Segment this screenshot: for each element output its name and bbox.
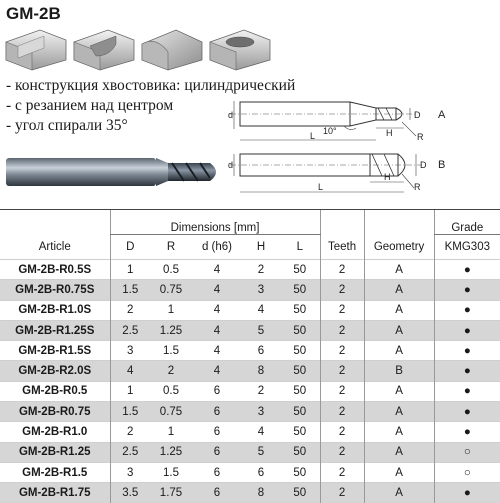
cell-grade: ○ bbox=[434, 442, 500, 462]
dim-H-label-a: H bbox=[386, 128, 393, 138]
col-header-dimensions: Dimensions [mm] bbox=[110, 210, 320, 235]
cell-geometry: A bbox=[364, 341, 434, 361]
cell-r: 1.75 bbox=[150, 483, 192, 503]
cell-h: 8 bbox=[242, 361, 280, 381]
table-row bbox=[0, 361, 500, 381]
cell-r: 1 bbox=[150, 422, 192, 442]
cell-teeth: 2 bbox=[320, 260, 364, 280]
cell-d: 1.5 bbox=[110, 402, 150, 422]
table-row bbox=[0, 402, 500, 422]
cell-d: 1 bbox=[110, 381, 150, 401]
cell-r: 1.25 bbox=[150, 320, 192, 340]
cell-grade: ● bbox=[434, 300, 500, 320]
cell-d: 1 bbox=[110, 260, 150, 280]
col-header-H: H bbox=[256, 241, 266, 253]
cell-r: 1.25 bbox=[150, 442, 192, 462]
table-row bbox=[0, 260, 500, 280]
cell-grade: ● bbox=[434, 483, 500, 503]
cell-geometry: A bbox=[364, 260, 434, 280]
col-header-L: L bbox=[296, 241, 303, 253]
col-header-article: Article bbox=[0, 210, 110, 260]
cell-teeth: 2 bbox=[320, 300, 364, 320]
cell-d: 6 bbox=[192, 422, 242, 442]
cell-d: 3.5 bbox=[110, 483, 150, 503]
cell-d: 3 bbox=[110, 341, 150, 361]
cell-d: 2 bbox=[110, 300, 150, 320]
cell-grade: ● bbox=[434, 381, 500, 401]
cell-grade: ○ bbox=[434, 462, 500, 482]
cell-l: 50 bbox=[280, 280, 320, 300]
table-row bbox=[0, 483, 500, 503]
cell-geometry: A bbox=[364, 320, 434, 340]
cell-h: 3 bbox=[242, 280, 280, 300]
cell-teeth: 2 bbox=[320, 462, 364, 482]
cell-h: 5 bbox=[242, 320, 280, 340]
cell-d: 6 bbox=[192, 442, 242, 462]
cell-d: 4 bbox=[192, 361, 242, 381]
cell-teeth: 2 bbox=[320, 381, 364, 401]
cell-r: 0.5 bbox=[150, 381, 192, 401]
cell-d: 4 bbox=[192, 300, 242, 320]
cell-teeth: 2 bbox=[320, 280, 364, 300]
table-row bbox=[0, 462, 500, 482]
cell-teeth: 2 bbox=[320, 483, 364, 503]
cell-l: 50 bbox=[280, 402, 320, 422]
application-shapes bbox=[4, 26, 274, 72]
cell-h: 4 bbox=[242, 300, 280, 320]
dim-H-label-b: H bbox=[384, 172, 391, 182]
table-row bbox=[0, 422, 500, 442]
feature-helix-angle: - угол спирали 35° bbox=[6, 117, 128, 134]
col-header-R: R bbox=[166, 241, 176, 253]
col-header-grade: Grade bbox=[434, 210, 500, 235]
cell-l: 50 bbox=[280, 422, 320, 442]
cell-article: GM-2B-R1.5S bbox=[0, 341, 110, 361]
cell-article: GM-2B-R1.75 bbox=[0, 483, 110, 503]
dim-R-label-b: R bbox=[414, 182, 421, 192]
dim-d-label-b: d bbox=[228, 160, 234, 170]
page-title: GM-2B bbox=[6, 4, 61, 23]
cell-geometry: A bbox=[364, 280, 434, 300]
cell-article: GM-2B-R1.0S bbox=[0, 300, 110, 320]
cell-r: 1.5 bbox=[150, 462, 192, 482]
cell-geometry: A bbox=[364, 300, 434, 320]
cell-d: 2.5 bbox=[110, 320, 150, 340]
cell-d: 4 bbox=[192, 280, 242, 300]
dim-R-label-a: R bbox=[417, 132, 424, 142]
dim-D-label-a: D bbox=[414, 110, 421, 120]
cell-d: 2 bbox=[110, 422, 150, 442]
cell-article: GM-2B-R1.25S bbox=[0, 320, 110, 340]
cell-r: 1 bbox=[150, 300, 192, 320]
cell-d: 6 bbox=[192, 462, 242, 482]
cell-d: 6 bbox=[192, 381, 242, 401]
cell-l: 50 bbox=[280, 260, 320, 280]
drawing-label-b: B bbox=[438, 159, 446, 171]
cell-l: 50 bbox=[280, 300, 320, 320]
cell-article: GM-2B-R1.0 bbox=[0, 422, 110, 442]
cell-d: 4 bbox=[110, 361, 150, 381]
cell-h: 4 bbox=[242, 422, 280, 442]
cell-h: 2 bbox=[242, 260, 280, 280]
cell-teeth: 2 bbox=[320, 320, 364, 340]
cell-teeth: 2 bbox=[320, 402, 364, 422]
cell-d: 6 bbox=[192, 402, 242, 422]
cell-h: 3 bbox=[242, 402, 280, 422]
table-row bbox=[0, 320, 500, 340]
table-row bbox=[0, 381, 500, 401]
dim-L-label-b: L bbox=[318, 182, 324, 192]
cell-teeth: 2 bbox=[320, 422, 364, 442]
cell-geometry: A bbox=[364, 483, 434, 503]
col-header-kmg303: KMG303 bbox=[434, 235, 500, 260]
cell-grade: ● bbox=[434, 402, 500, 422]
cell-d: 6 bbox=[192, 483, 242, 503]
cell-teeth: 2 bbox=[320, 341, 364, 361]
feature-shank: - конструкция хвостовика: цилиндрический bbox=[6, 77, 296, 94]
cell-geometry: A bbox=[364, 462, 434, 482]
cell-geometry: A bbox=[364, 381, 434, 401]
cell-teeth: 2 bbox=[320, 361, 364, 381]
cell-d: 4 bbox=[192, 341, 242, 361]
table-row bbox=[0, 341, 500, 361]
cell-grade: ● bbox=[434, 361, 500, 381]
cell-h: 5 bbox=[242, 442, 280, 462]
cell-article: GM-2B-R0.75 bbox=[0, 402, 110, 422]
drawing-label-a: A bbox=[438, 109, 446, 121]
cell-r: 0.5 bbox=[150, 260, 192, 280]
cell-grade: ● bbox=[434, 320, 500, 340]
cell-grade: ● bbox=[434, 260, 500, 280]
cell-l: 50 bbox=[280, 341, 320, 361]
cell-h: 8 bbox=[242, 483, 280, 503]
cell-l: 50 bbox=[280, 381, 320, 401]
step-shape-icon bbox=[6, 30, 66, 70]
cell-r: 0.75 bbox=[150, 402, 192, 422]
cell-d: 4 bbox=[192, 320, 242, 340]
profile-shape-icon bbox=[142, 30, 202, 70]
cell-d: 3 bbox=[110, 462, 150, 482]
cell-grade: ● bbox=[434, 341, 500, 361]
pocket-shape-icon bbox=[210, 30, 270, 70]
cell-article: GM-2B-R0.5S bbox=[0, 260, 110, 280]
cell-l: 50 bbox=[280, 442, 320, 462]
cell-r: 1.5 bbox=[150, 341, 192, 361]
cell-geometry: B bbox=[364, 361, 434, 381]
cell-grade: ● bbox=[434, 280, 500, 300]
cell-teeth: 2 bbox=[320, 442, 364, 462]
cell-d: 4 bbox=[192, 260, 242, 280]
cell-h: 6 bbox=[242, 341, 280, 361]
cell-d: 1.5 bbox=[110, 280, 150, 300]
cell-l: 50 bbox=[280, 483, 320, 503]
cell-r: 0.75 bbox=[150, 280, 192, 300]
drawing-type-b bbox=[230, 154, 422, 192]
specs-table-body bbox=[0, 260, 500, 503]
col-header-D: D bbox=[110, 235, 150, 260]
feature-center-cutting: - с резанием над центром bbox=[6, 97, 174, 114]
cell-l: 50 bbox=[280, 462, 320, 482]
cell-h: 2 bbox=[242, 381, 280, 401]
cell-article: GM-2B-R1.5 bbox=[0, 462, 110, 482]
dim-L-label-a: L bbox=[310, 131, 316, 141]
cell-article: GM-2B-R1.25 bbox=[0, 442, 110, 462]
table-row bbox=[0, 300, 500, 320]
specs-table bbox=[0, 209, 500, 503]
cell-geometry: A bbox=[364, 442, 434, 462]
angle-label: 10° bbox=[323, 126, 337, 136]
slot-shape-icon bbox=[74, 30, 134, 70]
table-row bbox=[0, 442, 500, 462]
col-header-teeth: Teeth bbox=[320, 210, 364, 260]
technical-drawing bbox=[226, 92, 498, 202]
dim-D-label-b: D bbox=[420, 160, 427, 170]
dim-d-label-a: d bbox=[228, 110, 234, 120]
end-mill-photo bbox=[4, 150, 226, 194]
cell-h: 6 bbox=[242, 462, 280, 482]
cell-geometry: A bbox=[364, 422, 434, 442]
cell-article: GM-2B-R0.75S bbox=[0, 280, 110, 300]
cell-d: 2.5 bbox=[110, 442, 150, 462]
cell-grade: ● bbox=[434, 422, 500, 442]
cell-geometry: A bbox=[364, 402, 434, 422]
col-header-d-h6: d (h6) bbox=[201, 241, 233, 253]
cell-article: GM-2B-R0.5 bbox=[0, 381, 110, 401]
cell-l: 50 bbox=[280, 320, 320, 340]
cell-l: 50 bbox=[280, 361, 320, 381]
col-header-geometry: Geometry bbox=[364, 210, 434, 260]
table-row bbox=[0, 280, 500, 300]
cell-article: GM-2B-R2.0S bbox=[0, 361, 110, 381]
cell-r: 2 bbox=[150, 361, 192, 381]
